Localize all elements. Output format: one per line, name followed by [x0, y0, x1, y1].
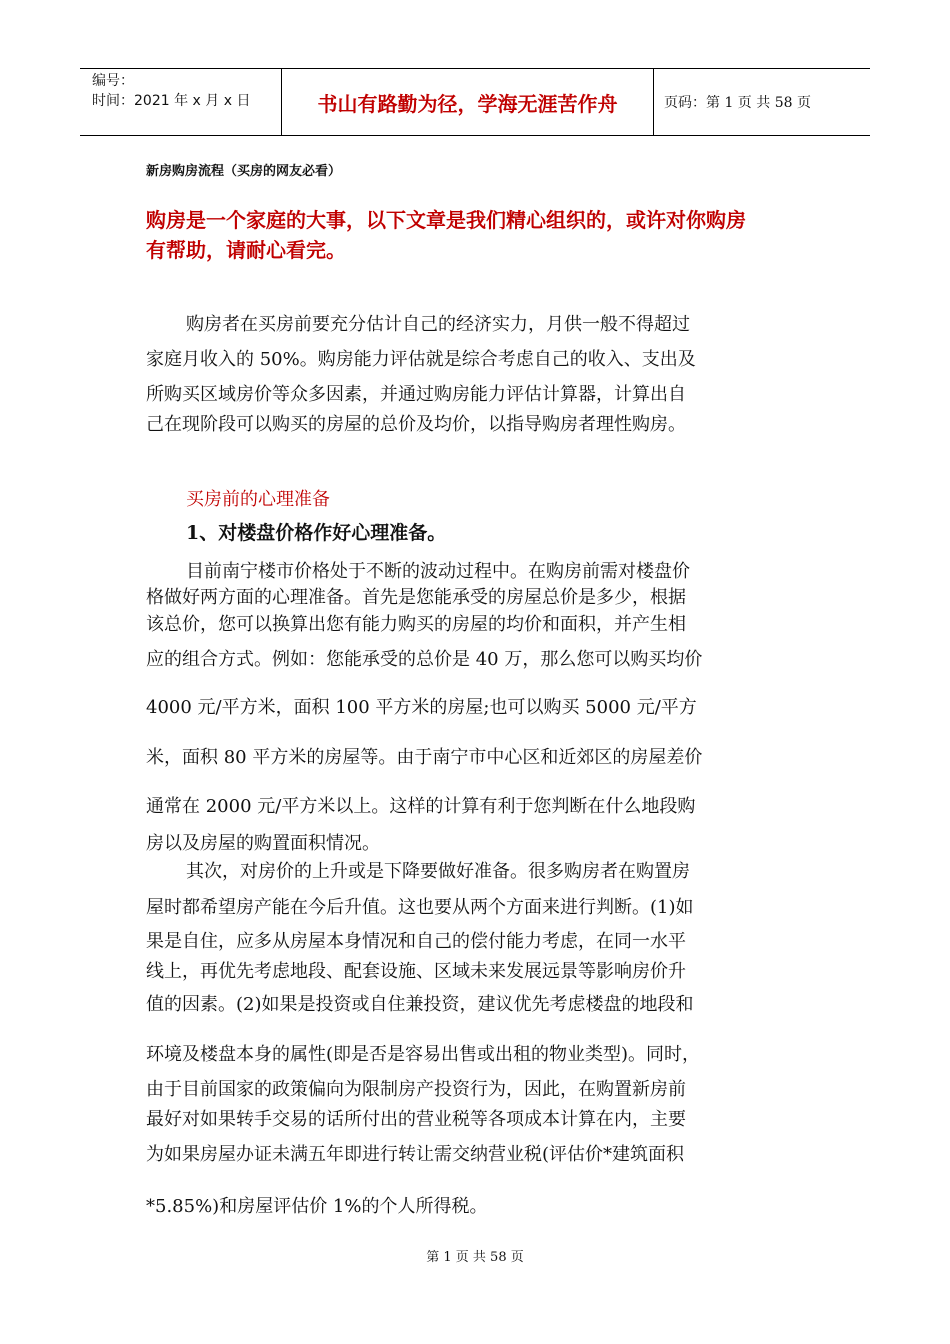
paragraph-line: 其次，对房价的上升或是下降要做好准备。很多购房者在购置房	[186, 861, 690, 882]
paragraph-line: 格做好两方面的心理准备。首先是您能承受的房屋总价是多少，根据	[146, 587, 686, 608]
paragraph-line: *5.85%)和房屋评估价 1%的个人所得税。	[146, 1196, 488, 1217]
intro-line: 有帮助，请耐心看完。	[146, 238, 346, 262]
paragraph-line: 最好对如果转手交易的话所付出的营业税等各项成本计算在内，主要	[146, 1109, 686, 1130]
paragraph-line: 应的组合方式。例如：您能承受的总价是 40 万，那么您可以购买均价	[146, 649, 703, 670]
paragraph-line: 购房者在买房前要充分估计自己的经济实力，月供一般不得超过	[186, 314, 690, 335]
paragraph-line: 4000 元/平方米，面积 100 平方米的房屋;也可以购买 5000 元/平方	[146, 697, 697, 718]
header-page-info: 页码：第 1 页 共 58 页	[664, 95, 811, 111]
paragraph-line: 米，面积 80 平方米的房屋等。由于南宁市中心区和近郊区的房屋差价	[146, 747, 703, 768]
page-footer: 第 1 页 共 58 页	[426, 1250, 524, 1265]
intro-line: 购房是一个家庭的大事，以下文章是我们精心组织的，或许对你购房	[146, 208, 746, 232]
paragraph-line: 家庭月收入的 50%。购房能力评估就是综合考虑自己的收入、支出及	[146, 349, 696, 370]
paragraph-line: 所购买区域房价等众多因素，并通过购房能力评估计算器，计算出自	[146, 384, 686, 405]
paragraph-line: 果是自住，应多从房屋本身情况和自己的偿付能力考虑，在同一水平	[146, 931, 686, 952]
paragraph-line: 由于目前国家的政策偏向为限制房产投资行为，因此，在购置新房前	[146, 1079, 686, 1100]
header-table	[80, 68, 870, 136]
paragraph-line: 通常在 2000 元/平方米以上。这样的计算有利于您判断在什么地段购	[146, 796, 696, 817]
paragraph-line: 房以及房屋的购置面积情况。	[146, 833, 380, 854]
paragraph-line: 屋时都希望房产能在今后升值。这也要从两个方面来进行判断。(1)如	[146, 897, 694, 918]
header-motto: 书山有路勤为径，学海无涯苦作舟	[282, 69, 654, 135]
paragraph-line: 己在现阶段可以购买的房屋的总价及均价，以指导购房者理性购房。	[146, 414, 686, 435]
intro-notice	[146, 205, 806, 265]
document-title: 新房购房流程（买房的网友必看）	[146, 164, 342, 179]
header-date: 时间：2021 年 x 月 x 日	[92, 93, 251, 109]
paragraph-line: 线上，再优先考虑地段、配套设施、区域未来发展远景等影响房价升	[146, 961, 686, 982]
header-meta	[80, 69, 282, 135]
paragraph-line: 目前南宁楼市价格处于不断的波动过程中。在购房前需对楼盘价	[186, 561, 690, 582]
section-heading: 买房前的心理准备	[186, 489, 330, 510]
paragraph-line: 为如果房屋办证未满五年即进行转让需交纳营业税(评估价*建筑面积	[146, 1144, 685, 1165]
paragraph-line: 值的因素。(2)如果是投资或自住兼投资，建议优先考虑楼盘的地段和	[146, 994, 694, 1015]
header-serial-label: 编号：	[92, 73, 134, 89]
paragraph-line: 环境及楼盘本身的属性(即是否是容易出售或出租的物业类型)。同时，	[146, 1044, 701, 1065]
paragraph-line: 该总价，您可以换算出您有能力购买的房屋的均价和面积，并产生相	[146, 614, 686, 635]
subheading: 1、对楼盘价格作好心理准备。	[186, 522, 447, 544]
